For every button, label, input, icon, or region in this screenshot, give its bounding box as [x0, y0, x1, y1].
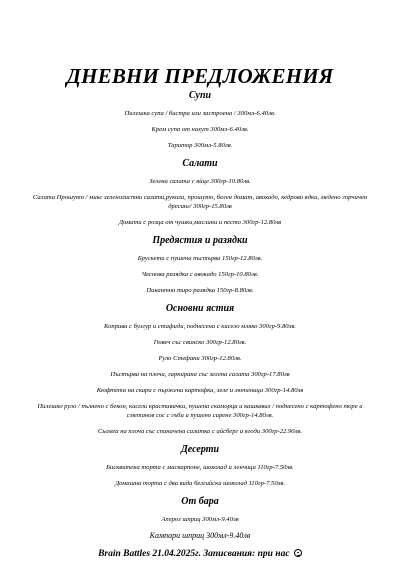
menu-item: Бисквитена торта с маскарпоне, шоколад и ленчици 110гр-7.50лв. [106, 464, 294, 471]
menu-item: Пилешка супа / бистра или застроена / 300мл-6.40лв. [124, 110, 276, 117]
menu-item: Крем супа от нахут 300мл-6.40лв. [151, 126, 249, 133]
section-starters [0, 234, 400, 295]
section-heading: Десерти [180, 444, 220, 455]
section-soups [0, 89, 400, 150]
menu-item: Пикантна тиро разядка 150гр-8.80лв. [146, 287, 254, 294]
smiley-icon [294, 549, 302, 557]
menu-item: Пилешко руло / пълнено с бекон, кисели краставички, пушена скаморца и кашкавал / поднесено с картофено пюре и сметанов сос с гъби и пушено сирене 300гр-14.80лв. [37, 403, 363, 419]
menu-item: Зелена салата с яйце 300гр-10.80лв. [149, 178, 251, 185]
menu-item: Гювеч със свинско 300гр-12.80лв. [153, 339, 247, 346]
menu-item: Руло Стефани 300гр-12.80лв. [158, 355, 242, 362]
menu-item: Пъстърва на плоча, гарнирана със зелена салата 300гр-17.80лв [110, 371, 290, 378]
menu-item: Домати с розца от чушки,маслини и песто 300гр-12.80лв [118, 219, 282, 226]
section-bar [0, 495, 400, 541]
menu-item: Апероз шприц 300мл-9.40лв [161, 516, 239, 523]
page-title: ДНЕВНИ ПРЕДЛОЖЕНИЯ [66, 64, 334, 88]
menu-item: Брускети с пушена пъстърва 150гр-12.80лв. [137, 255, 263, 262]
section-heading: Супи [188, 90, 212, 101]
footer-text: Brain Battles 21.04.2025г. Записвания: при нас [98, 549, 290, 559]
section-heading: Основни ястия [165, 303, 235, 314]
menu-item: Кампари шприц 300мл-9.40лв [149, 531, 251, 540]
menu-item: Сьомга на плоча със спаначена салатка с айсберг и ягоди 300гр-22.90лв. [98, 428, 302, 435]
section-desserts [0, 443, 400, 488]
menu-item: Домашна торта с два вида белгийски шоколад 110гр-7.50лв. [114, 480, 286, 487]
section-heading: Предястия и разядки [152, 235, 248, 246]
menu-item: Салата Прошуто / микс зеленолистни салати,рукола, прошуто, белен домат, авокадо, кедрови ядки, медено горчичен дресинг/ 300гр-15.80лв [32, 194, 368, 210]
menu-item: Таратор 300мл-5.80лв. [167, 142, 233, 149]
menu-item: Чеснова разядка с авокадо 150гр-10.80лв. [141, 271, 259, 278]
footer-note [0, 548, 400, 560]
section-heading: От бара [181, 496, 219, 507]
section-salads [0, 157, 400, 227]
menu-item: Коприва с булгур и стафиди, поднесена с кисело мляко 300гр-9.80лв. [104, 323, 296, 330]
menu-item: Кюфтета на скара с пържени картофки, зеле и лютеница 300гр-14.80лв [96, 387, 304, 394]
section-mains [0, 302, 400, 436]
section-heading: Салати [182, 158, 218, 169]
